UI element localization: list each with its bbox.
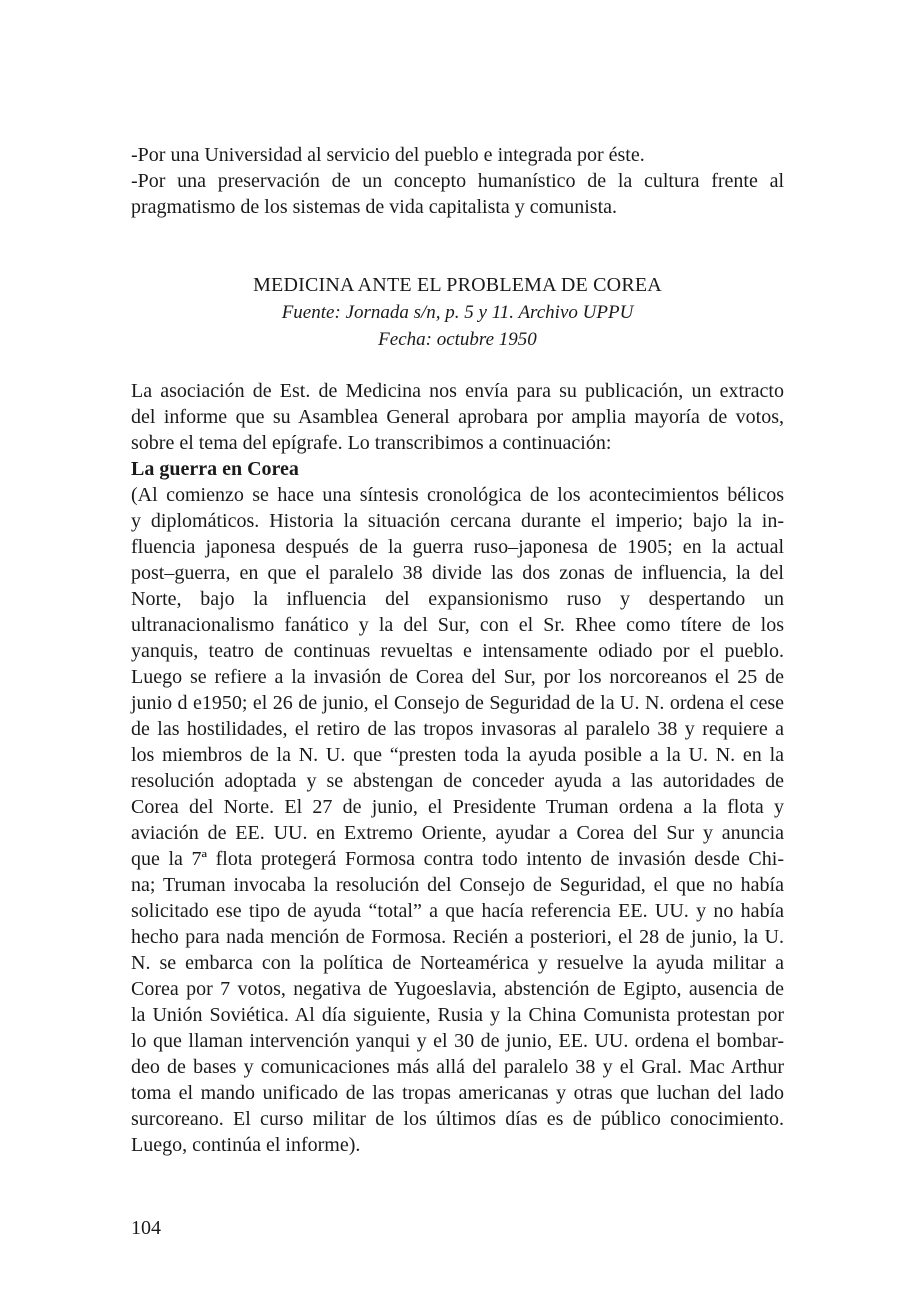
paragraph-line: Norte, bajo la influencia del expansionismo ruso y despertando un — [131, 588, 784, 610]
paragraph-line: de las hostilidades, el retiro de las tropos invasoras al paralelo 38 y requiere a — [131, 718, 784, 740]
paragraph-line: aviación de EE. UU. en Extremo Oriente, ayudar a Corea del Sur y anuncia — [131, 822, 784, 844]
paragraph-line: na; Truman invocaba la resolución del Consejo de Seguridad, el que no había — [131, 874, 784, 896]
paragraph-line: toma el mando unificado de las tropas americanas y otras que luchan del lado — [131, 1082, 784, 1104]
paragraph-line: N. se embarca con la política de Norteamérica y resuelve la ayuda militar a — [131, 952, 784, 974]
article-title: MEDICINA ANTE EL PROBLEMA DE COREA — [253, 274, 662, 296]
paragraph-line: hecho para nada mención de Formosa. Recién a posteriori, el 28 de junio, la U. — [131, 926, 784, 948]
paragraph-line: surcoreano. El curso militar de los últimos días es de público conocimiento. — [131, 1108, 784, 1130]
article-body — [131, 378, 784, 1158]
paragraph-line: Luego, continúa el informe). — [131, 1134, 361, 1156]
paragraph-line: yanquis, teatro de continuas revueltas e intensamente odiado por el pueblo. — [131, 640, 784, 662]
paragraph-line: y diplomáticos. Historia la situación cercana durante el imperio; bajo la in- — [131, 510, 784, 532]
paragraph-line: Corea del Norte. El 27 de junio, el Presidente Truman ordena a la flota y — [131, 796, 784, 818]
article-heading — [131, 272, 784, 353]
paragraph-line: Luego se refiere a la invasión de Corea del Sur, por los norcoreanos el 25 de — [131, 666, 784, 688]
intro-line: -Por una preservación de un concepto humanístico de la cultura frente al — [131, 170, 784, 192]
intro-line: -Por una Universidad al servicio del pueblo e integrada por éste. — [131, 144, 645, 166]
paragraph-line: la Unión Soviética. Al día siguiente, Rusia y la China Comunista protestan por — [131, 1004, 784, 1026]
paragraph-line: fluencia japonesa después de la guerra ruso–japonesa de 1905; en la actual — [131, 536, 784, 558]
article-source: Fuente: Jornada s/n, p. 5 y 11. Archivo UPPU — [281, 302, 634, 323]
paragraph-line: que la 7ª flota protegerá Formosa contra todo intento de invasión desde Chi- — [131, 848, 784, 870]
paragraph-line: del informe que su Asamblea General aprobara por amplia mayoría de votos, — [131, 406, 784, 428]
paragraph-line: (Al comienzo se hace una síntesis cronológica de los acontecimientos bélicos — [131, 484, 784, 506]
paragraph-line: Corea por 7 votos, negativa de Yugoeslavia, abstención de Egipto, ausencia de — [131, 978, 784, 1000]
intro-list — [131, 142, 784, 220]
paragraph-line: lo que llaman intervención yanqui y el 30 de junio, EE. UU. ordena el bombar- — [131, 1030, 784, 1052]
section-heading: La guerra en Corea — [131, 458, 299, 480]
page-number: 104 — [131, 1217, 161, 1239]
article-date: Fecha: octubre 1950 — [378, 329, 537, 350]
paragraph-line: sobre el tema del epígrafe. Lo transcribimos a continuación: — [131, 432, 612, 454]
paragraph-line: La asociación de Est. de Medicina nos envía para su publicación, un extracto — [131, 380, 784, 402]
paragraph-line: los miembros de la N. U. que “presten toda la ayuda posible a la U. N. en la — [131, 744, 784, 766]
paragraph-line: resolución adoptada y se abstengan de conceder ayuda a las autoridades de — [131, 770, 784, 792]
paragraph-line: junio d e1950; el 26 de junio, el Consejo de Seguridad de la U. N. ordena el cese — [131, 692, 784, 714]
paragraph-line: solicitado ese tipo de ayuda “total” a que hacía referencia EE. UU. y no había — [131, 900, 784, 922]
paragraph-line: post–guerra, en que el paralelo 38 divide las dos zonas de influencia, la del — [131, 562, 784, 584]
intro-line: pragmatismo de los sistemas de vida capitalista y comunista. — [131, 196, 618, 218]
paragraph-line: ultranacionalismo fanático y la del Sur, con el Sr. Rhee como títere de los — [131, 614, 784, 636]
paragraph-line: deo de bases y comunicaciones más allá del paralelo 38 y el Gral. Mac Arthur — [131, 1056, 784, 1078]
